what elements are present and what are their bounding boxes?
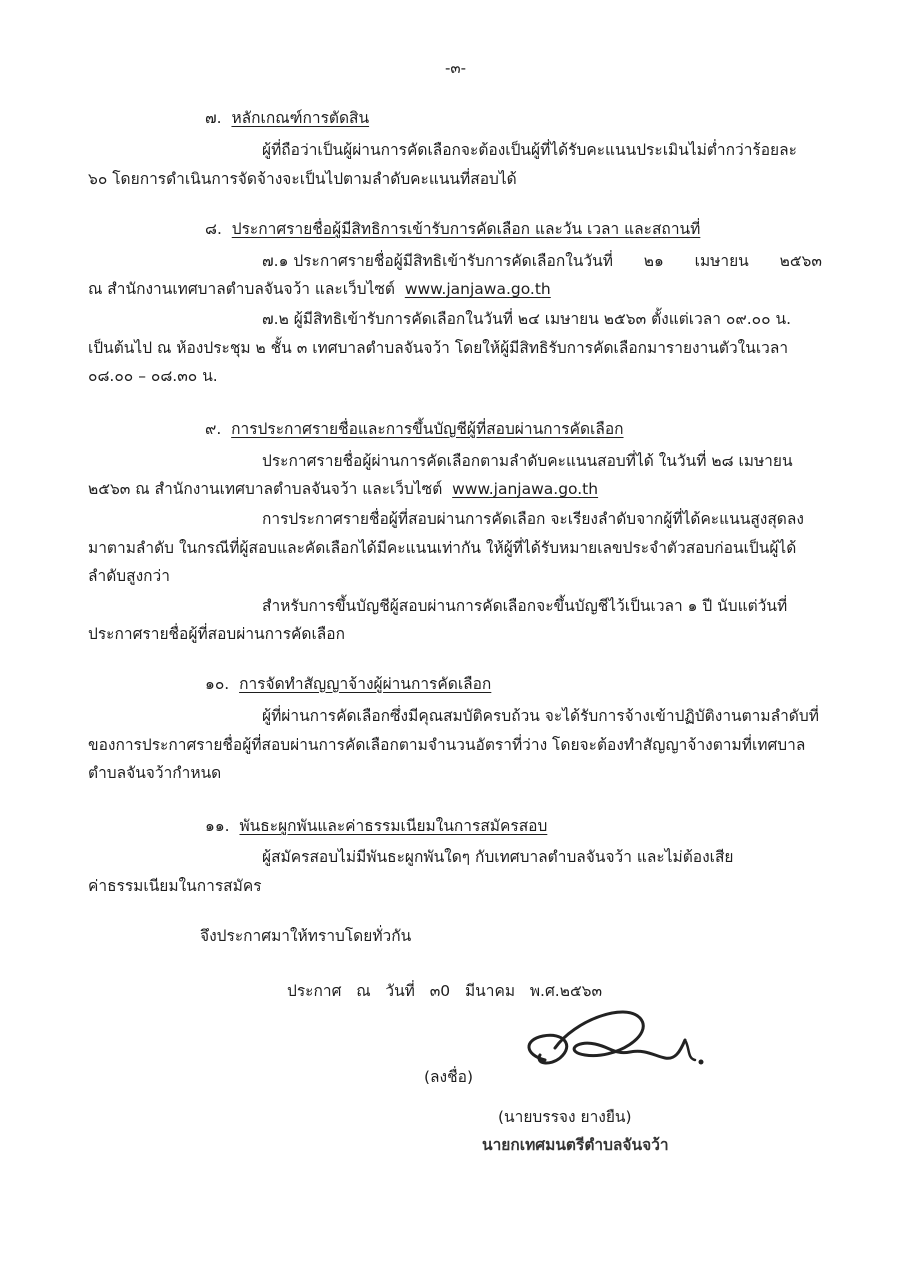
- section-8-heading: [205, 218, 700, 240]
- section-7-line-2: ๖๐ โดยการดำเนินการจัดจ้างจะเป็นไปตามลำดับคะแนนที่สอบได้: [88, 170, 517, 188]
- section-11-line-2: ค่าธรรมเนียมในการสมัคร: [88, 877, 262, 895]
- website-link[interactable]: www.janjawa.go.th: [404, 280, 551, 298]
- section-7-heading: [205, 107, 369, 129]
- handwritten-signature: [515, 1000, 715, 1090]
- section-7-title: หลักเกณฑ์การตัดสิน: [231, 109, 370, 127]
- section-8-item-1-line-2: [88, 278, 551, 300]
- section-10-line-2: ของการประกาศรายชื่อผู้ที่สอบผ่านการคัดเลือกตามจำนวนอัตราที่ว่าง โดยจะต้องทำสัญญาจ้างตามที่เทศบาล: [88, 736, 806, 754]
- text-run: ๒๕๖๓ ณ สำนักงานเทศบาลตำบลจันจว้า และเว็บไซต์: [88, 480, 443, 498]
- text-run: ณ สำนักงานเทศบาลตำบลจันจว้า และเว็บไซต์: [88, 280, 395, 298]
- section-8-item-1-line-1: [262, 250, 822, 272]
- section-8-title: ประกาศรายชื่อผู้มีสิทธิการเข้ารับการคัดเลือก และวัน เวลา และสถานที่: [231, 220, 701, 238]
- section-9-number: ๙.: [205, 420, 222, 438]
- signer-name: (นายบรรจง ยางยืน): [498, 1108, 632, 1126]
- text-run: ๗.๑ ประกาศรายชื่อผู้มีสิทธิเข้ารับการคัดเลือกในวันที่: [262, 252, 613, 270]
- section-10-number: ๑๐.: [205, 675, 230, 693]
- section-9-title: การประกาศรายชื่อและการขึ้นบัญชีผู้ที่สอบผ่านการคัดเลือก: [231, 420, 624, 438]
- section-10-line-3: ตำบลจันจว้ากำหนด: [88, 764, 222, 782]
- section-7-number: ๗.: [205, 109, 222, 127]
- section-9-para-3-line-2: ประกาศรายชื่อผู้ที่สอบผ่านการคัดเลือก: [88, 625, 345, 643]
- text-run: ณ: [356, 982, 371, 1000]
- announcement-date: [287, 980, 602, 1002]
- text-run: มีนาคม: [464, 982, 516, 1000]
- section-10-line-1: ผู้ที่ผ่านการคัดเลือกซึ่งมีคุณสมบัติครบถ้วน จะได้รับการจ้างเข้าปฏิบัติงานตามลำดับที่: [262, 707, 819, 725]
- section-11-heading: [205, 815, 547, 837]
- section-9-para-1-line-1: ประกาศรายชื่อผู้ผ่านการคัดเลือกตามลำดับคะแนนสอบที่ได้ ในวันที่ ๒๘ เมษายน: [262, 452, 793, 470]
- text-run: วันที่: [385, 982, 415, 1000]
- section-9-para-2-line-3: ลำดับสูงกว่า: [88, 567, 170, 585]
- section-11-line-1: ผู้สมัครสอบไม่มีพันธะผูกพันใดๆ กับเทศบาลตำบลจันจว้า และไม่ต้องเสีย: [262, 848, 734, 866]
- signer-title: นายกเทศมนตรีตำบลจันจว้า: [482, 1136, 669, 1154]
- closing-statement: จึงประกาศมาให้ทราบโดยทั่วกัน: [200, 927, 412, 945]
- section-8-number: ๘.: [205, 220, 222, 238]
- text-run: ๓0: [429, 982, 451, 1000]
- text-run: ประกาศ: [287, 982, 342, 1000]
- section-10-title: การจัดทำสัญญาจ้างผู้ผ่านการคัดเลือก: [239, 675, 492, 693]
- section-9-para-1-line-2: [88, 478, 598, 500]
- section-9-para-2-line-2: มาตามลำดับ ในกรณีที่ผู้สอบและคัดเลือกได้มีคะแนนเท่ากัน ให้ผู้ที่ได้รับหมายเลขประจำตัวสอบก่อนเป็นผู้ได้: [88, 539, 797, 557]
- text-run: เมษายน: [694, 252, 749, 270]
- section-9-para-2-line-1: การประกาศรายชื่อผู้ที่สอบผ่านการคัดเลือก จะเรียงลำดับจากผู้ที่ได้คะแนนสูงสุดลง: [262, 510, 804, 528]
- section-8-item-2-line-3: ๐๘.๐๐ – ๐๘.๓๐ น.: [88, 367, 218, 385]
- section-9-para-3-line-1: สำหรับการขึ้นบัญชีผู้สอบผ่านการคัดเลือกจะขึ้นบัญชีไว้เป็นเวลา ๑ ปี นับแต่วันที่: [262, 597, 788, 615]
- section-11-number: ๑๑.: [205, 817, 230, 835]
- website-link[interactable]: www.janjawa.go.th: [452, 480, 599, 498]
- section-8-item-2-line-1: ๗.๒ ผู้มีสิทธิเข้ารับการคัดเลือกในวันที่ ๒๔ เมษายน ๒๕๖๓ ตั้งแต่เวลา ๐๙.๐๐ น.: [262, 310, 792, 328]
- signature-label: (ลงชื่อ): [424, 1068, 473, 1086]
- section-11-title: พันธะผูกพันและค่าธรรมเนียมในการสมัครสอบ: [239, 817, 548, 835]
- section-7-line-1: ผู้ที่ถือว่าเป็นผู้ผ่านการคัดเลือกจะต้องเป็นผู้ที่ได้รับคะแนนประเมินไม่ต่ำกว่าร้อยละ: [262, 141, 797, 159]
- text-run: ๒๑: [643, 252, 664, 270]
- section-8-item-2-line-2: เป็นต้นไป ณ ห้องประชุม ๒ ชั้น ๓ เทศบาลตำบลจันจว้า โดยให้ผู้มีสิทธิรับการคัดเลือกมารายงานตัวในเวลา: [88, 339, 789, 357]
- text-run: ๒๕๖๓: [779, 252, 822, 270]
- section-10-heading: [205, 673, 491, 695]
- text-run: พ.ศ.๒๕๖๓: [529, 982, 603, 1000]
- page-number: -๓-: [445, 59, 467, 77]
- section-9-heading: [205, 418, 624, 440]
